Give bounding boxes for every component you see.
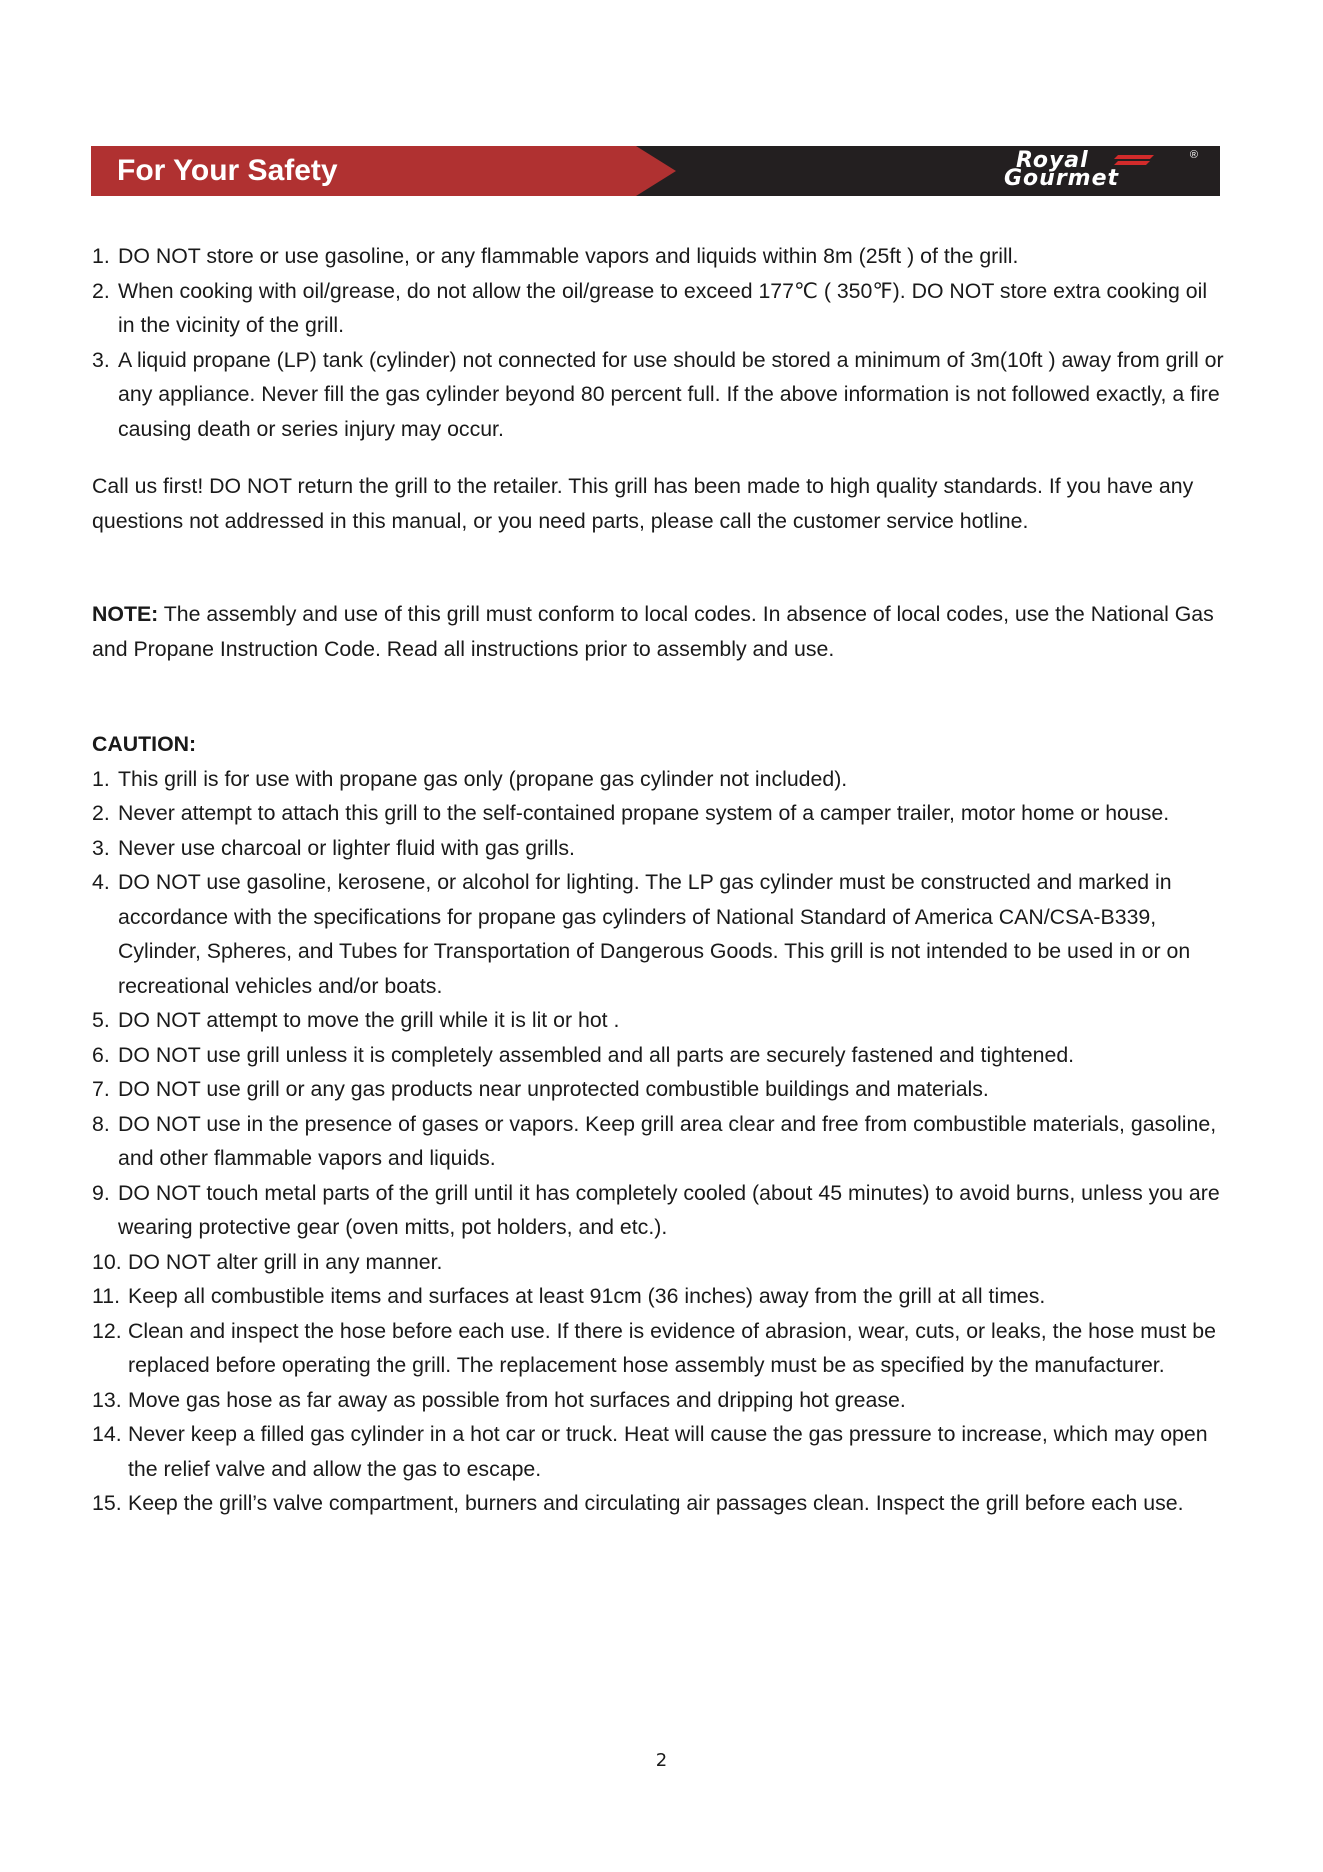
item-number: 8. — [92, 1111, 110, 1136]
section-header-banner — [91, 146, 1220, 196]
item-number: 9. — [92, 1180, 110, 1205]
item-number: 10. — [92, 1249, 122, 1274]
list-item — [92, 1279, 1227, 1314]
list-item — [92, 1107, 1227, 1176]
list-item — [92, 796, 1227, 831]
list-item — [92, 831, 1227, 866]
list-item — [92, 1383, 1227, 1418]
item-number: 2. — [92, 801, 110, 825]
caution-heading: CAUTION: — [92, 732, 197, 756]
caution-section — [92, 727, 1227, 1521]
item-number: 6. — [92, 1042, 110, 1067]
item-number: 13. — [92, 1387, 122, 1412]
registered-mark: ® — [1189, 149, 1198, 161]
item-number: 3. — [92, 347, 110, 372]
item-number: 12. — [92, 1318, 122, 1343]
item-text: DO NOT alter grill in any manner. — [128, 1249, 443, 1274]
item-number: 14. — [92, 1422, 122, 1446]
item-text: Never keep a filled gas cylinder in a hot car or truck. Heat will cause the gas pressure to increase, which may open the relief valve and allow the gas to escape. — [128, 1422, 1208, 1481]
safety-list — [92, 239, 1227, 446]
list-item — [92, 1417, 1227, 1486]
item-text: Move gas hose as far away as possible from hot surfaces and dripping hot grease. — [128, 1387, 906, 1412]
section-title: For Your Safety — [117, 154, 338, 187]
list-item — [92, 762, 1227, 797]
list-item — [92, 1003, 1227, 1038]
logo-text-line2: Gourmet — [1004, 166, 1120, 191]
item-text: DO NOT use in the presence of gases or vapors. Keep grill area clear and free from combustible materials, gasoline, and other flammable vapors and liquids. — [118, 1111, 1217, 1170]
note-text: The assembly and use of this grill must conform to local codes. In absence of local codes, use the National Gas and Propane Instruction Code. Read all instructions prior to assembly and use. — [92, 602, 1214, 661]
item-number: 4. — [92, 870, 110, 894]
list-item — [92, 1314, 1227, 1383]
item-text: DO NOT attempt to move the grill while it is lit or hot . — [118, 1008, 620, 1032]
item-number: 7. — [92, 1077, 110, 1101]
item-number: 11. — [92, 1284, 121, 1308]
list-item — [92, 1038, 1227, 1073]
royal-gourmet-logo — [1004, 148, 1198, 191]
page-number: 2 — [655, 1750, 668, 1771]
note-paragraph — [92, 597, 1227, 666]
item-text: Clean and inspect the hose before each use. If there is evidence of abrasion, wear, cuts, or leaks, the hose must be replaced before operating the grill. The replacement hose assembly must be as specified by the manufacturer. — [128, 1318, 1216, 1377]
item-text: DO NOT use grill or any gas products near unprotected combustible buildings and materials. — [118, 1077, 989, 1101]
list-item — [92, 1072, 1227, 1107]
flame-stripes-icon — [1114, 155, 1154, 167]
list-item — [92, 1486, 1227, 1521]
item-text: This grill is for use with propane gas only (propane gas cylinder not included). — [118, 766, 848, 791]
item-text: Never use charcoal or lighter fluid with gas grills. — [118, 835, 575, 860]
item-text: When cooking with oil/grease, do not allow the oil/grease to exceed 177℃ ( 350℉). DO NOT store extra cooking oil in the vicinity of the grill. — [118, 278, 1208, 337]
item-number: 2. — [92, 278, 110, 303]
item-number: 3. — [92, 835, 110, 860]
list-item — [92, 343, 1227, 447]
item-text: A liquid propane (LP) tank (cylinder) not connected for use should be stored a minimum of 3m(10ft ) away from grill or any appliance. Never fill the gas cylinder beyond 80 percent full. If the above information is not followed exactly, a fire causing death or series injury may occur. — [118, 347, 1224, 441]
item-number: 15. — [92, 1491, 122, 1515]
item-text: Never attempt to attach this grill to the self-contained propane system of a camper trailer, motor home or house. — [118, 801, 1170, 825]
item-number: 5. — [92, 1008, 110, 1032]
list-item — [92, 1245, 1227, 1280]
list-item — [92, 274, 1227, 343]
list-item — [92, 239, 1227, 274]
call-first-paragraph: Call us first! DO NOT return the grill to the retailer. This grill has been made to high quality standards. If you have any questions not addressed in this manual, or you need parts, please call the customer service hotline. — [92, 474, 1194, 533]
note-label: NOTE: — [92, 602, 159, 626]
item-number: 1. — [92, 766, 110, 791]
item-text: DO NOT use grill unless it is completely assembled and all parts are securely fastened and tightened. — [118, 1042, 1075, 1067]
item-text: DO NOT store or use gasoline, or any flammable vapors and liquids within 8m (25ft ) of the grill. — [118, 244, 1019, 268]
item-number: 1. — [92, 244, 110, 268]
list-item — [92, 1176, 1227, 1245]
item-text: Keep the grill’s valve compartment, burners and circulating air passages clean. Inspect the grill before each use. — [128, 1491, 1184, 1515]
logo-text-line1: Royal — [1016, 148, 1089, 173]
item-text: DO NOT touch metal parts of the grill until it has completely cooled (about 45 minutes) to avoid burns, unless you are wearing protective gear (oven mitts, pot holders, and etc.). — [118, 1180, 1220, 1239]
item-text: DO NOT use gasoline, kerosene, or alcohol for lighting. The LP gas cylinder must be constructed and marked in accordance with the specifications for propane gas cylinders of National Standard of America CAN/CSA-B339, Cylinder, Spheres, and Tubes for Transportation of Dangerous Goods. This grill is not intended to be used in or on recreational vehicles and/or boats. — [118, 870, 1191, 998]
item-text: Keep all combustible items and surfaces at least 91cm (36 inches) away from the grill at all times. — [128, 1284, 1046, 1308]
list-item — [92, 865, 1227, 1003]
